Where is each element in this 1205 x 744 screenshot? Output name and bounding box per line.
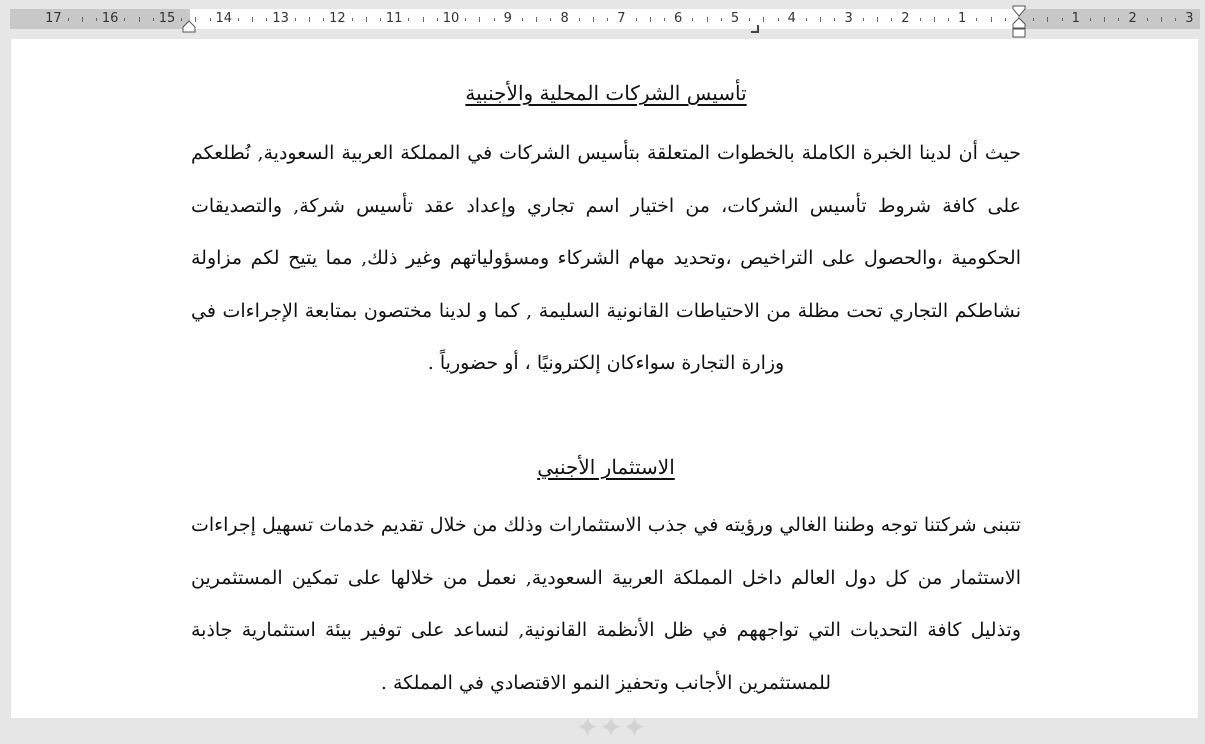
left-indent-marker[interactable] [182,20,196,34]
ruler-tick [437,18,438,21]
ruler-number: 6 [674,11,683,26]
ruler-tick [650,17,651,22]
ruler-tick [68,18,69,21]
ruler-tick [1005,18,1006,21]
section-foreign-investment [191,455,1021,479]
ruler-tick [1090,18,1091,21]
ruler-tick [806,18,807,21]
ruler-text-area [190,9,1018,29]
section-heading: تأسيس الشركات المحلية والأجنبية [465,81,747,105]
section-heading: الاستثمار الأجنبي [537,455,675,479]
ruler-number: 12 [329,11,346,26]
ruler-tick [1104,17,1105,22]
ruler-number: 9 [503,11,512,26]
ruler-tick [820,17,821,22]
ruler-tick [252,17,253,22]
ruler-tick [976,18,977,21]
ruler-number: 3 [1185,11,1194,26]
section-paragraph: تتبنى شركتنا توجه وطننا الغالي ورؤيته في جذب الاستثمارات وذلك من خلال تقديم خدمات تسهيل إجراءات الاستثمار من كل دول العالم داخل المملكة العربية السعودية, نعمل من خلالها على تمكين المستثمرين وتذليل كافة التحديات التي تواجههم في ظل الأنظمة القانونية, لنساعد على توفير بيئة استثمارية جاذبة للمستثمرين الأجانب وتحفيز النمو الاقتصادي في المملكة . [191,514,1021,694]
ruler-tick [295,18,296,21]
ruler-tick [380,18,381,21]
ruler-number: 16 [101,11,119,26]
ruler-tick [153,18,154,21]
ruler-number: 4 [787,11,796,26]
ruler-number: 5 [730,11,740,26]
ruler-tick [124,18,125,21]
ruler-tick [352,18,353,21]
ruler-tick [1161,17,1162,22]
ruler-tick [948,18,949,21]
ruler-tick [579,18,580,21]
ruler-tick [323,18,324,21]
ruler-tick [1062,18,1063,21]
ruler-number: 14 [215,11,233,26]
ruler-number: 8 [560,11,569,26]
ruler-number: 1 [958,11,967,26]
ruler-tick [423,17,424,22]
ruler-tick [834,18,835,21]
ruler-tick [778,18,779,21]
ruler-tick [920,18,921,21]
ruler-tick [863,18,864,21]
ruler-number: 13 [272,11,289,26]
ruler-tick [536,17,537,22]
ruler-tick [1147,18,1148,21]
ruler-tick [636,18,637,21]
ruler-tick [593,17,594,22]
ruler-tick [877,17,878,22]
ruler-number: 7 [617,11,626,26]
ruler-tick [749,18,750,21]
section-company-formation [191,81,1021,105]
ruler-tick [408,18,409,21]
ruler-tick [1118,18,1119,21]
ruler-number: 17 [45,11,62,26]
ruler-tick [692,18,693,21]
document-page[interactable] [11,39,1198,744]
ruler-tick [238,18,239,21]
ruler-tick [266,18,267,21]
ruler-tick [721,18,722,21]
ruler-tick [891,18,892,21]
section-paragraph: حيث أن لدينا الخبرة الكاملة بالخطوات المتعلقة بتأسيس الشركات في المملكة العربية السعودية, نُطلعكم على كافة شروط تأسيس الشركات، من اختيار اسم تجاري وإعداد عقد تأسيس شركة, والتصديقات الحكومية ،والحصول على التراخيص ،وتحديد مهام الشركاء ومسؤولياتهم وغير ذلك, مما يتيح لكم مزاولة نشاطكم التجاري تحت مظلة من الاحتياطات القانونية السليمة , كما و لدينا مختصون بمتابعة الإجراءات في وزارة التجارة سواءكان إلكترونيًا ، أو حضورياً . [191,142,1021,374]
ruler-number: 2 [901,11,910,26]
ruler-tick [465,18,466,21]
ruler-tick [366,17,367,22]
ruler-tick [1047,17,1048,22]
ruler-tick [522,18,523,21]
ruler-tick [479,17,480,22]
ruler-tick [991,17,992,22]
ruler-tick [707,17,708,22]
ruler-tick [607,18,608,21]
ruler-tick [550,18,551,21]
ruler-tick [82,17,83,22]
ruler-tick [1033,18,1034,21]
right-indent-marker[interactable] [1011,4,1027,38]
ruler-tick [96,18,97,21]
ruler-tick [934,17,935,22]
watermark-logo: ✦✦✦ [575,711,647,744]
ruler-tick [1175,18,1176,21]
ruler-number: 3 [844,11,853,26]
horizontal-ruler[interactable] [0,0,1205,38]
ruler-tick [763,17,764,22]
ruler-tick [494,18,495,21]
tab-stop-marker[interactable] [750,24,760,34]
ruler-tick [139,17,140,22]
ruler-number: 11 [385,11,403,26]
ruler-number: 10 [442,11,460,26]
ruler-tick [210,18,211,21]
ruler-number: 15 [158,11,176,26]
ruler-number: 1 [1071,11,1080,26]
ruler-tick [664,18,665,21]
ruler-tick [309,17,310,22]
ruler-number: 2 [1128,11,1137,26]
